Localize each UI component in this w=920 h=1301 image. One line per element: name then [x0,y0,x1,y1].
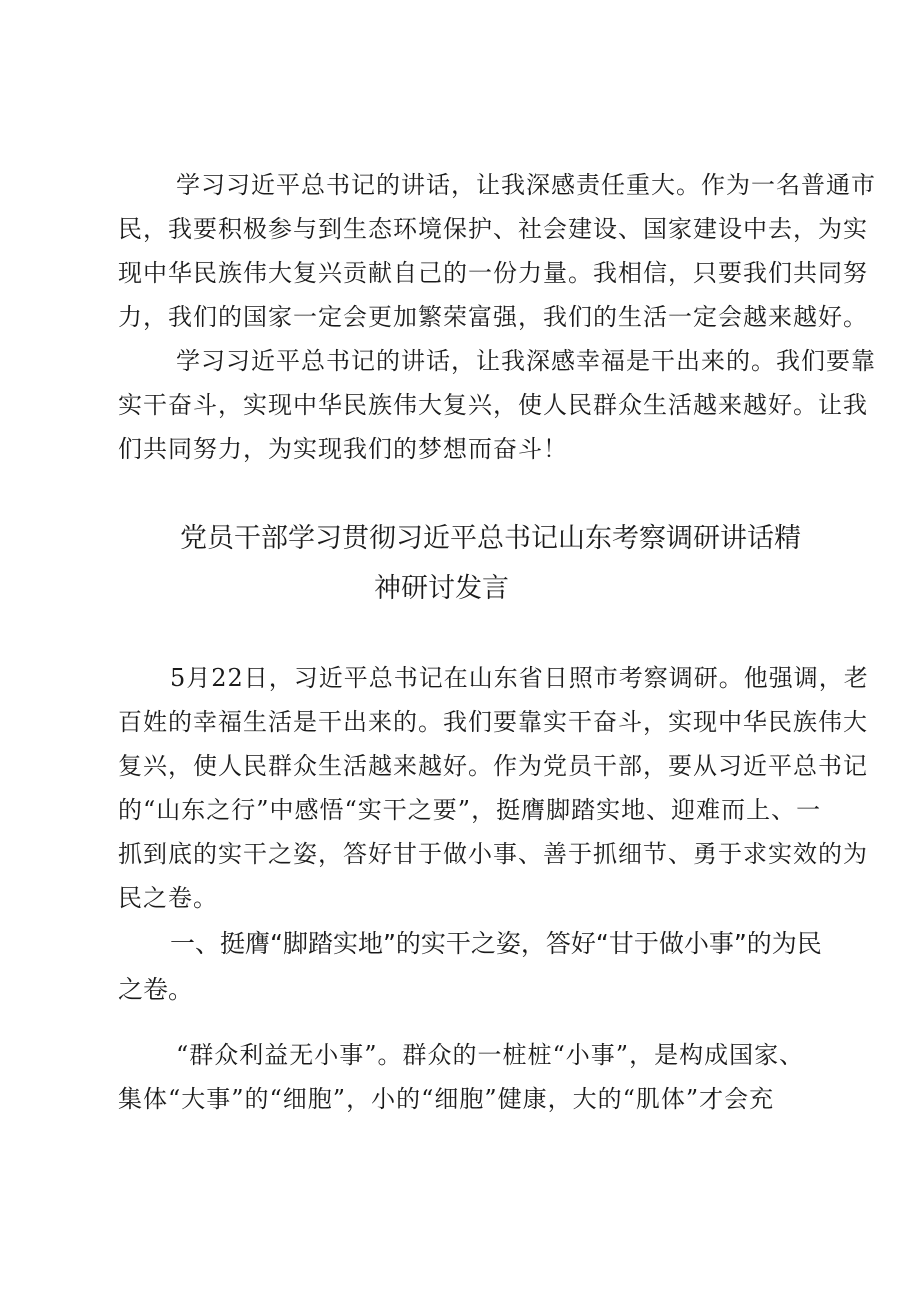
paragraph-1-line-1: 学习习近平总书记的讲话，让我深感责任重大。作为一名普通市 [176,171,876,199]
paragraph-4-line-2: 集体“大事”的“细胞”，小的“细胞”健康，大的“肌体”才会充 [118,1085,775,1113]
document-title-line-1: 党员干部学习贯彻习近平总书记山东考察调研讲话精 [180,523,801,554]
paragraph-3-line-4: 的“山东之行”中感悟“实干之要”，挺膺脚踏实地、迎难而上、一 [118,796,822,824]
paragraph-1-line-3: 现中华民族伟大复兴贡献自己的一份力量。我相信，只要我们共同努 [118,259,868,287]
section-heading-1-line-2: 之卷。 [118,975,194,1004]
paragraph-3-line-2: 百姓的幸福生活是干出来的。我们要靠实干奋斗，实现中华民族伟大 [118,708,868,736]
paragraph-4-line-1: “群众利益无小事”。群众的一桩桩“小事”，是构成国家、 [176,1041,805,1069]
paragraph-2-line-1: 学习习近平总书记的讲话，让我深感幸福是干出来的。我们要靠 [176,347,876,375]
paragraph-3-line-5: 抓到底的实干之姿，答好甘于做小事、善于抓细节、勇于求实效的为 [118,840,868,868]
document-title-line-2: 神研讨发言 [374,573,509,604]
paragraph-3-line-1: 5月22日，习近平总书记在山东省日照市考察调研。他强调，老 [170,664,869,692]
paragraph-3-line-6: 民之卷。 [118,884,218,912]
paragraph-1-line-2: 民，我要积极参与到生态环境保护、社会建设、国家建设中去，为实 [118,215,868,243]
paragraph-1-line-4: 力，我们的国家一定会更加繁荣富强，我们的生活一定会越来越好。 [118,303,868,331]
paragraph-2-line-3: 们共同努力，为实现我们的梦想而奋斗！ [118,435,568,463]
paragraph-2-line-2: 实干奋斗，实现中华民族伟大复兴，使人民群众生活越来越好。让我 [118,391,868,419]
section-heading-1-line-1: 一、挺膺“脚踏实地”的实干之姿，答好“甘于做小事”的为民 [170,929,822,958]
paragraph-3-line-3: 复兴，使人民群众生活越来越好。作为党员干部，要从习近平总书记 [118,752,868,780]
